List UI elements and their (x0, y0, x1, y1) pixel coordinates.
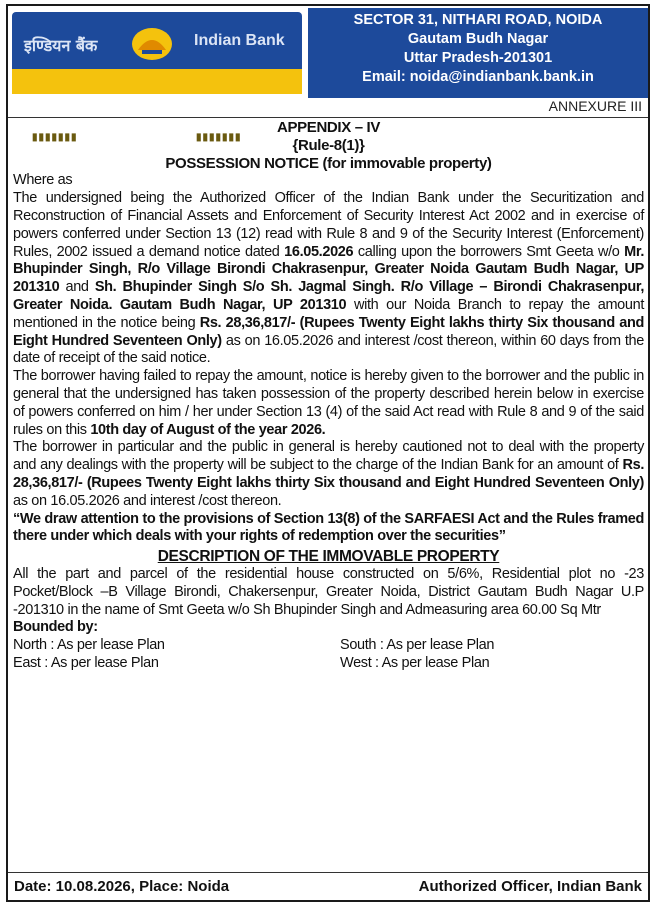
borrower-2: Sh. Bhupinder Singh S/o Sh. Jagmal Singh. R/o Village – Birondi Chakrasenpur, Greater Noida. Gautam Budh Nagar, UP 201310 (13, 279, 645, 313)
east-boundary: East : As per lease Plan (13, 655, 159, 672)
address-line: Uttar Pradesh-201301 (403, 50, 553, 66)
boundary-row (13, 655, 644, 673)
branch-address (308, 8, 648, 98)
address-line: SECTOR 31, NITHARI ROAD, NOIDA (353, 12, 603, 28)
logo-tagline-english: ▮▮▮▮▮▮▮ (196, 132, 242, 143)
email-line: Email: noida@indianbank.bank.in (362, 69, 594, 85)
appendix-title: APPENDIX – IV (277, 119, 380, 136)
sarfaesi-quote: “We draw attention to the provisions of Section 13(8) of the SARFAESI Act and the Rules framed there under which deals with your rights of redemption over the securities” (13, 510, 644, 545)
text: The undersigned being the Authorized Officer of the Indian Bank under the Securitization and Reconstruction of Financial Assets and Enforcement of Security Interest Act 2002 and in exercise of powers conferred under Section 13 (12) read with Rule 8 and 9 of the Security Interest (Enforcement) Rules, 2002 issued a demand notice dated (13, 190, 644, 260)
annexure-label: ANNEXURE III (548, 98, 642, 114)
logo-tagline-hindi: ▮▮▮▮▮▮▮ (32, 132, 78, 143)
text: and (59, 279, 95, 296)
possession-notice (6, 4, 650, 902)
where-as: Where as (13, 172, 73, 189)
demand-date: 16.05.2026 (284, 243, 354, 260)
charge-amount: Rs. 28,36,817/- (Rupees Twenty Eight lakhs thirty Six thousand and Eight Hundred Seventeen Only) (13, 457, 644, 491)
north-boundary: North : As per lease Plan (13, 637, 165, 654)
date-place: Date: 10.08.2026, Place: Noida (14, 878, 230, 895)
text: with our Noida Branch to repay the amount mentioned in the notice being (13, 296, 644, 331)
paragraph-possession (13, 368, 644, 439)
possession-date: 10th day of August of the year 2026. (90, 421, 326, 438)
text: as on 16.05.2026 and interest /cost thereon. (13, 492, 282, 509)
authorized-officer: Authorized Officer, Indian Bank (418, 878, 642, 895)
notice-body (13, 119, 644, 673)
divider (8, 872, 648, 873)
west-boundary: West : As per lease Plan (340, 655, 490, 672)
description-title: DESCRIPTION OF THE IMMOVABLE PROPERTY (157, 548, 500, 566)
demand-amount: Rs. 28,36,817/- (Rupees Twenty Eight lakhs thirty Six thousand and Eight Hundred Seventeen Only) (13, 314, 644, 349)
logo-tagline-strip (12, 69, 302, 143)
notice-title: POSSESSION NOTICE (for immovable property) (165, 154, 492, 172)
south-boundary: South : As per lease Plan (340, 637, 495, 654)
divider (8, 117, 648, 118)
boundary-row (13, 637, 644, 655)
indian-bank-logo (12, 12, 302, 143)
logo-english-text: Indian Bank (194, 32, 285, 49)
bounded-by-label: Bounded by: (13, 619, 98, 636)
paragraph-caution (13, 439, 644, 510)
text: The borrower in particular and the public in general is hereby cautioned not to deal with the property and any dealings with the property will be subject to the charge of the Indian Bank for an amount of (13, 439, 644, 474)
logo-hindi-text: इण्डियन बैंक (24, 36, 98, 55)
paragraph-demand-notice (13, 190, 644, 368)
property-description: All the part and parcel of the residential house constructed on 5/6%, Residential plot no -23 Pocket/Block –B Village Birondi, Chakersenpur, Greater Noida, District Gautam Budh Nagar U.P -201310 in the name of Smt Geeta w/o Sh Bhupinder Singh and Admeasuring area 60.00 Sq Mtr (13, 565, 644, 618)
borrower-1: Mr. Bhupinder Singh, R/o Village Birondi Chakrasenpur, Greater Noida Gautam Budh Nagar, UP 201310 (13, 243, 644, 296)
rule-title: {Rule-8(1)} (292, 136, 365, 154)
bank-emblem-icon (130, 26, 174, 62)
address-line: Gautam Budh Nagar (407, 31, 549, 47)
text: as on 16.05.2026 and interest /cost thereon, within 60 days from the date of receipt of the said notice. (13, 332, 644, 367)
text: calling upon the borrowers Smt Geeta w/o (353, 243, 625, 260)
text: The borrower having failed to repay the amount, notice is hereby given to the borrower and the public in general that the undersigned has taken possession of the property described herein below in exercise of powers conferred on him / her under Section 13 (4) of the said Act read with Rule 8 and 9 of the said rules on this (13, 368, 644, 438)
